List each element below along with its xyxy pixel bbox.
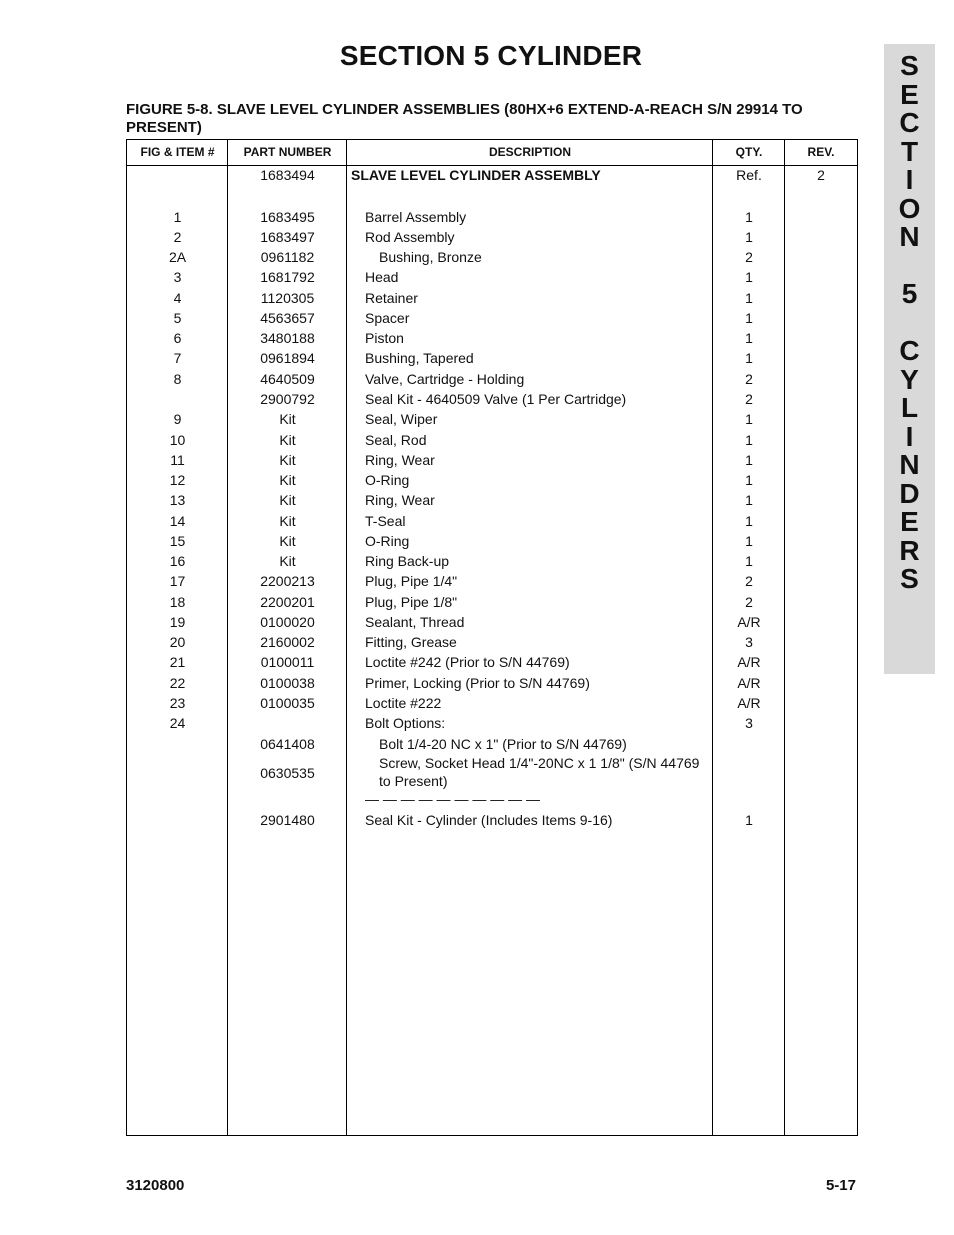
part-number-cell: Kit bbox=[279, 411, 296, 427]
table-row bbox=[127, 471, 857, 489]
section-tab-letter: S bbox=[900, 50, 919, 81]
description-cell: Seal Kit - 4640509 Valve (1 Per Cartridge) bbox=[365, 391, 627, 407]
part-number-cell: Kit bbox=[279, 513, 296, 529]
description-cell: Sealant, Thread bbox=[365, 614, 465, 630]
quantity-cell: Ref. bbox=[736, 167, 762, 183]
table-row bbox=[127, 735, 857, 753]
item-number-cell: 20 bbox=[169, 634, 186, 650]
quantity-cell: 3 bbox=[745, 715, 753, 731]
description-cell: Seal, Wiper bbox=[365, 411, 438, 427]
table-row bbox=[127, 228, 857, 246]
quantity-cell: A/R bbox=[737, 614, 761, 630]
table-row bbox=[127, 451, 857, 469]
table-row bbox=[127, 754, 857, 792]
section-tab-letter: N bbox=[899, 221, 920, 252]
section-tab-letter: E bbox=[900, 78, 919, 110]
description-cell: Ring Back-up bbox=[365, 553, 450, 569]
quantity-cell: 2 bbox=[745, 594, 753, 610]
table-row bbox=[127, 390, 857, 408]
description-cell: Bolt Options: bbox=[365, 715, 446, 731]
item-number-cell: 10 bbox=[169, 432, 186, 448]
part-number-cell: 2200213 bbox=[260, 573, 315, 589]
item-number-cell: 1 bbox=[173, 209, 182, 225]
description-cell: Ring, Wear bbox=[365, 492, 435, 508]
table-row bbox=[127, 613, 857, 631]
description-cell: Loctite #242 (Prior to S/N 44769) bbox=[365, 654, 570, 670]
description-cell: Seal Kit - Cylinder (Includes Items 9-16) bbox=[365, 812, 613, 828]
part-number-cell: Kit bbox=[279, 432, 296, 448]
part-number-cell: 1683494 bbox=[260, 167, 315, 183]
table-row bbox=[127, 653, 857, 671]
description-cell: Bushing, Tapered bbox=[365, 350, 474, 366]
part-number-cell: 0100038 bbox=[260, 675, 315, 691]
section-tab-letter: E bbox=[900, 506, 919, 537]
description-cell: Barrel Assembly bbox=[365, 209, 467, 225]
item-number-cell: 23 bbox=[169, 695, 186, 711]
item-number-cell: 21 bbox=[169, 654, 186, 670]
quantity-cell: 1 bbox=[745, 209, 753, 225]
section-tab-letters bbox=[884, 52, 935, 594]
section-tab-letter: S bbox=[900, 563, 919, 594]
quantity-cell: 1 bbox=[745, 350, 753, 366]
description-cell: Plug, Pipe 1/4" bbox=[365, 573, 458, 589]
part-number-cell: 2900792 bbox=[260, 391, 315, 407]
item-number-cell: 9 bbox=[173, 411, 182, 427]
revision-cell bbox=[785, 754, 857, 792]
description-cell: Spacer bbox=[365, 310, 410, 326]
table-row bbox=[127, 349, 857, 367]
part-number-cell: Kit bbox=[279, 472, 296, 488]
description-cell: — — — — — — — — — — bbox=[365, 791, 541, 807]
table-row bbox=[127, 208, 857, 226]
description-cell: Fitting, Grease bbox=[365, 634, 457, 650]
quantity-cell: 2 bbox=[745, 573, 753, 589]
description-cell: Retainer bbox=[365, 290, 418, 306]
table-header-row bbox=[127, 140, 857, 166]
quantity-cell: 2 bbox=[745, 391, 753, 407]
quantity-cell: 1 bbox=[745, 330, 753, 346]
table-row bbox=[127, 633, 857, 651]
parts-table bbox=[126, 139, 858, 1136]
item-number-cell: 5 bbox=[173, 310, 182, 326]
header-rev: REV. bbox=[807, 145, 835, 159]
item-number-cell: 16 bbox=[169, 553, 186, 569]
table-row bbox=[127, 410, 857, 428]
quantity-cell: 1 bbox=[745, 310, 753, 326]
item-number-cell bbox=[127, 754, 228, 792]
part-number-cell: 2901480 bbox=[260, 812, 315, 828]
quantity-cell: 1 bbox=[745, 269, 753, 285]
item-number-cell: 18 bbox=[169, 594, 186, 610]
description-cell: Primer, Locking (Prior to S/N 44769) bbox=[365, 675, 590, 691]
part-number-cell: 2160002 bbox=[260, 634, 315, 650]
figure-title: FIGURE 5-8. SLAVE LEVEL CYLINDER ASSEMBLIES (80HX+6 EXTEND-A-REACH S/N 29914 TO PRESENT) bbox=[126, 101, 803, 136]
table-row bbox=[127, 166, 857, 184]
quantity-cell: 1 bbox=[745, 432, 753, 448]
table-row bbox=[127, 289, 857, 307]
quantity-cell: 3 bbox=[745, 634, 753, 650]
quantity-cell: 2 bbox=[745, 371, 753, 387]
table-row bbox=[127, 714, 857, 732]
quantity-cell: 1 bbox=[745, 290, 753, 306]
description-cell: Bolt 1/4-20 NC x 1" (Prior to S/N 44769) bbox=[379, 736, 627, 752]
part-number-cell: 4640509 bbox=[260, 371, 315, 387]
table-row bbox=[127, 694, 857, 712]
description-cell: Screw, Socket Head 1/4"-20NC x 1 1/8" (S/N 44769 to Present) bbox=[379, 755, 700, 789]
part-number-cell: 0100035 bbox=[260, 695, 315, 711]
quantity-cell: 1 bbox=[745, 513, 753, 529]
table-row bbox=[127, 248, 857, 266]
part-number-cell: Kit bbox=[279, 533, 296, 549]
part-number-cell: 1683495 bbox=[260, 209, 315, 225]
part-number-cell: 1683497 bbox=[260, 229, 315, 245]
table-row bbox=[127, 674, 857, 692]
header-fig-item: FIG & ITEM # bbox=[140, 145, 215, 159]
table-row bbox=[127, 790, 857, 808]
table-row bbox=[127, 593, 857, 611]
quantity-cell: 1 bbox=[745, 533, 753, 549]
description-cell: Seal, Rod bbox=[365, 432, 427, 448]
header-qty: QTY. bbox=[735, 145, 763, 159]
part-number-cell: 2200201 bbox=[260, 594, 315, 610]
part-number-cell: 0630535 bbox=[260, 765, 315, 781]
item-number-cell: 17 bbox=[169, 573, 186, 589]
item-number-cell: 3 bbox=[173, 269, 182, 285]
table-row bbox=[127, 329, 857, 347]
quantity-cell: 1 bbox=[745, 229, 753, 245]
section-tab-letter: T bbox=[900, 135, 919, 167]
quantity-cell: 1 bbox=[745, 452, 753, 468]
item-number-cell: 19 bbox=[169, 614, 186, 630]
part-number-cell: Kit bbox=[279, 553, 296, 569]
table-row bbox=[127, 512, 857, 530]
section-tab-letter: 5 bbox=[901, 278, 918, 309]
table-row bbox=[127, 811, 857, 829]
revision-cell: 2 bbox=[817, 167, 825, 183]
section-tab-letter: R bbox=[899, 534, 920, 566]
table-row bbox=[127, 309, 857, 327]
section-tab-letter: D bbox=[899, 477, 920, 509]
section-tab-letter: Y bbox=[900, 363, 919, 395]
page-number: 5-17 bbox=[825, 1177, 856, 1194]
quantity-cell: A/R bbox=[737, 695, 761, 711]
section-tab-letter: C bbox=[899, 107, 920, 138]
part-number-cell: 0641408 bbox=[260, 736, 315, 752]
part-number-cell: 1681792 bbox=[260, 269, 315, 285]
part-number-cell: Kit bbox=[279, 452, 296, 468]
description-cell: Ring, Wear bbox=[365, 452, 435, 468]
section-tab-letter: I bbox=[905, 164, 914, 195]
item-number-cell: 22 bbox=[169, 675, 186, 691]
description-cell: O-Ring bbox=[365, 472, 410, 488]
table-row bbox=[127, 532, 857, 550]
quantity-cell: 1 bbox=[745, 472, 753, 488]
description-cell: Bushing, Bronze bbox=[379, 249, 482, 265]
section-tab-letter: L bbox=[900, 392, 919, 423]
table-row bbox=[127, 268, 857, 286]
section-tab-letter: N bbox=[899, 449, 920, 480]
part-number-cell: 0100020 bbox=[260, 614, 315, 630]
part-number-cell: 3480188 bbox=[260, 330, 315, 346]
item-number-cell: 14 bbox=[169, 513, 186, 529]
part-number-cell: 0100011 bbox=[260, 654, 315, 670]
quantity-cell: 1 bbox=[745, 553, 753, 569]
description-cell: O-Ring bbox=[365, 533, 410, 549]
section-side-tab bbox=[884, 44, 935, 674]
quantity-cell: 1 bbox=[745, 812, 753, 828]
description-cell: Valve, Cartridge - Holding bbox=[365, 371, 525, 387]
header-description: DESCRIPTION bbox=[488, 145, 571, 159]
table-row bbox=[127, 431, 857, 449]
item-number-cell: 7 bbox=[173, 350, 182, 366]
header-part-number: PART NUMBER bbox=[243, 145, 332, 159]
section-title: SECTION 5 CYLINDER bbox=[339, 40, 643, 71]
document-number: 3120800 bbox=[126, 1177, 185, 1194]
item-number-cell: 8 bbox=[173, 371, 182, 387]
quantity-cell: 2 bbox=[745, 249, 753, 265]
item-number-cell: 11 bbox=[170, 452, 185, 468]
item-number-cell: 24 bbox=[169, 715, 186, 731]
quantity-cell bbox=[713, 754, 785, 792]
item-number-cell: 12 bbox=[169, 472, 186, 488]
part-number-cell: 0961182 bbox=[260, 249, 315, 265]
description-cell: Head bbox=[365, 269, 399, 285]
description-cell: SLAVE LEVEL CYLINDER ASSEMBLY bbox=[351, 167, 601, 183]
quantity-cell: A/R bbox=[737, 654, 761, 670]
item-number-cell: 2 bbox=[173, 229, 182, 245]
section-tab-letter: O bbox=[898, 192, 921, 224]
quantity-cell: 1 bbox=[745, 411, 753, 427]
table-row bbox=[127, 572, 857, 590]
part-number-cell: 1120305 bbox=[260, 290, 315, 306]
item-number-cell: 6 bbox=[173, 330, 182, 346]
quantity-cell: 1 bbox=[745, 492, 753, 508]
description-cell: Piston bbox=[365, 330, 404, 346]
part-number-cell: Kit bbox=[279, 492, 296, 508]
table-row bbox=[127, 491, 857, 509]
section-tab-letter: I bbox=[905, 420, 914, 452]
table-row bbox=[127, 370, 857, 388]
description-cell: Loctite #222 bbox=[365, 695, 442, 711]
quantity-cell: A/R bbox=[737, 675, 761, 691]
table-row bbox=[127, 552, 857, 570]
item-number-cell: 13 bbox=[169, 492, 186, 508]
section-tab-letter: C bbox=[899, 335, 920, 366]
description-cell: Rod Assembly bbox=[365, 229, 455, 245]
description-cell: T-Seal bbox=[365, 513, 406, 529]
description-cell: Plug, Pipe 1/8" bbox=[365, 594, 458, 610]
item-number-cell: 2A bbox=[168, 249, 187, 265]
item-number-cell: 15 bbox=[169, 533, 186, 549]
item-number-cell: 4 bbox=[173, 290, 182, 306]
part-number-cell: 4563657 bbox=[260, 310, 315, 326]
part-number-cell: 0961894 bbox=[260, 350, 315, 366]
